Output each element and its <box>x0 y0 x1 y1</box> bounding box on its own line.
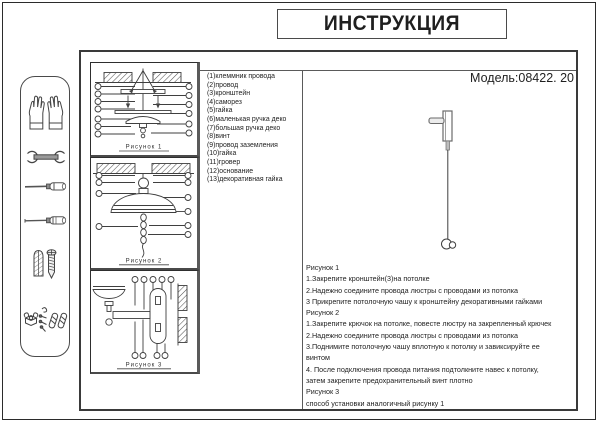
part-item: (5)гайка <box>207 107 233 115</box>
column-divider-line <box>302 70 303 409</box>
tools-sidebar <box>20 76 70 357</box>
content-box <box>79 50 578 411</box>
page-title: ИНСТРУКЦИЯ <box>323 12 461 35</box>
instruction-line: 3.Поднимите потолочную чашу вплотную к потолку и завиксируйте ее <box>306 342 540 352</box>
part-item: (3)кронштейн <box>207 90 250 98</box>
instruction-line: 1.Закрепите крючок на потолке, повесте люстру на закрепленный крючек <box>306 319 552 329</box>
instruction-line: винтом <box>306 353 330 363</box>
part-item: (10)гайка <box>207 150 237 158</box>
part-item: (12)основание <box>207 167 254 175</box>
part-item: (6)маленькая ручка деко <box>207 115 287 123</box>
instruction-line: затем закрепите предохранительный винт плотно <box>306 375 473 385</box>
part-item: (7)большая ручка деко <box>207 124 281 132</box>
instruction-line: Рисунок 2 <box>306 308 340 318</box>
figure-3-label: Рисунок 3 <box>125 362 163 369</box>
figure-1-label: Рисунок 1 <box>125 144 163 151</box>
gloves-icon <box>27 92 65 132</box>
figure-2-panel <box>90 157 200 270</box>
part-item: (13)декоративная гайка <box>207 176 283 184</box>
parts-list <box>207 73 287 185</box>
instruction-line: 2.Надежно соедините провода люстры с проводами из потолка <box>306 330 519 340</box>
part-item: (9)провод заземления <box>207 141 278 149</box>
instruction-line: 3 Прикрепите потолочную чашу к кронштейну декоративными гайками <box>306 296 543 306</box>
flat-screwdriver-icon <box>24 180 68 193</box>
part-item: (11)гровер <box>207 158 241 166</box>
model-label: Модель:08422. 20 <box>470 71 574 85</box>
hardware-parts-icon <box>23 304 69 334</box>
title-box <box>277 9 507 39</box>
wrench-icon <box>25 148 67 166</box>
figure-1-diagram <box>91 63 197 155</box>
phillips-screwdriver-icon <box>24 214 68 227</box>
instruction-line: Рисунок 1 <box>306 263 340 272</box>
instruction-line: Рисунок 3 <box>306 387 340 397</box>
figure-2-diagram <box>91 158 197 268</box>
instruction-line: способ установки аналогичный рисунку 1 <box>306 398 445 408</box>
figure-2-label: Рисунок 2 <box>125 258 163 265</box>
lamp-diagram <box>428 108 472 260</box>
instruction-line: 2.Надежно соедините провода люстры с проводами из потолка <box>306 285 519 295</box>
figure-3-panel <box>90 270 200 374</box>
figure-3-diagram <box>91 271 197 372</box>
part-item: (8)винт <box>207 133 230 141</box>
part-item: (1)клеммник провода <box>207 73 275 80</box>
part-item: (2)провод <box>207 81 239 89</box>
wall-anchor-and-screw-icon <box>31 248 59 280</box>
instruction-line: 4. После подключения провода питания подтолкните навес к потолку, <box>306 364 539 374</box>
installation-instructions <box>306 262 574 409</box>
instruction-line: 1.Закрепите кронштейн(3)на потолке <box>306 274 430 284</box>
part-item: (4)саморез <box>207 98 242 106</box>
figure-1-panel <box>90 62 200 157</box>
